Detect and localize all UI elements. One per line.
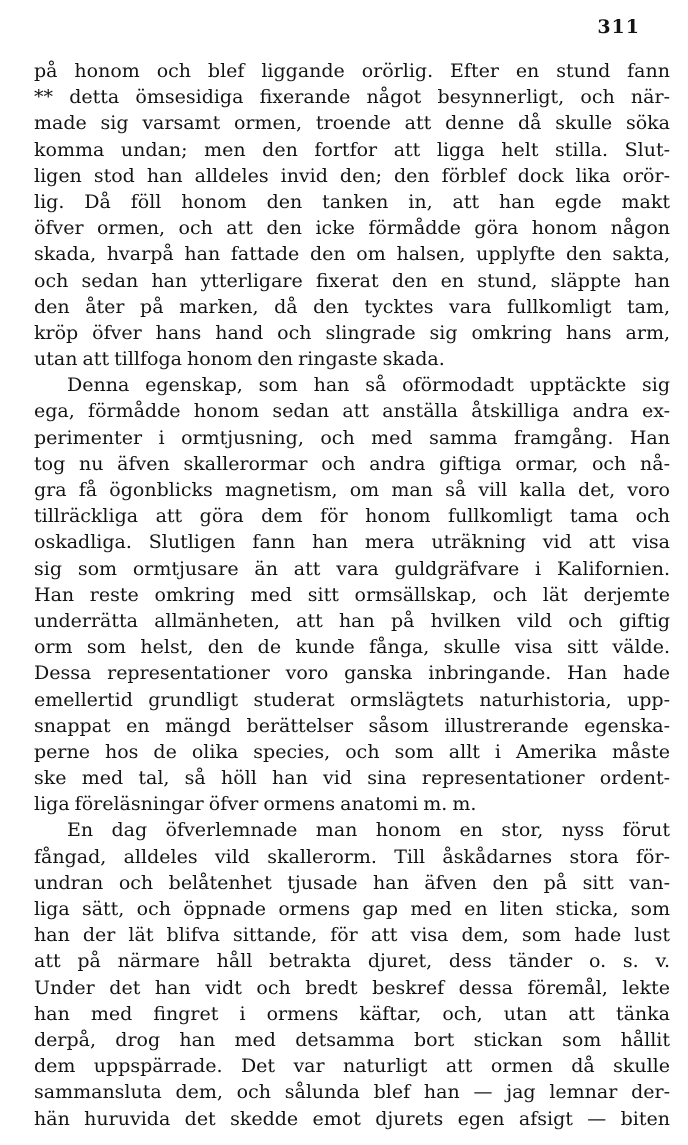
text-line: Dessa representationer voro ganska inbringande. Han hade <box>34 662 670 685</box>
text-line: orm som helst, den de kunde fånga, skulle visa sitt välde. <box>34 636 670 659</box>
text-line: tillräckliga att göra dem för honom fullkomligt tama och <box>34 505 670 528</box>
body-text <box>34 58 670 1132</box>
text-line: gra få ögonblicks magnetism, om man så vill kalla det, voro <box>34 479 670 501</box>
text-line: underrätta allmänheten, att han på hvilken vild och giftig <box>34 609 670 632</box>
text-line: fångad, alldeles vild skallerorm. Till åskådarnes stora för- <box>34 845 670 868</box>
text-line: lig. Då föll honom den tanken in, att han egde makt <box>34 190 670 213</box>
text-line: ega, förmådde honom sedan att anställa åtskilliga andra ex- <box>34 400 670 423</box>
text-line: sammansluta dem, och sålunda blef han — jag lemnar der- <box>34 1081 670 1104</box>
text-line: En dag öfverlemnade man honom en stor, nyss förut <box>67 819 670 842</box>
text-line: öfver ormen, och att den icke förmådde göra honom någon <box>34 217 670 240</box>
text-line: perne hos de olika species, och som allt i Amerika måste <box>34 740 670 763</box>
text-line: emellertid grundligt studerat ormslägtets naturhistoria, upp- <box>34 688 670 711</box>
text-line: att på närmare håll betrakta djuret, dess tänder o. s. v. <box>34 950 670 973</box>
text-line: den åter på marken, då den tycktes vara fullkomligt tam, <box>34 295 670 318</box>
text-line: liga föreläsningar öfver ormens anatomi m. m. <box>34 793 477 816</box>
text-line: skada, hvarpå han fattade den om halsen, upplyfte den sakta, <box>34 243 670 266</box>
text-line: snappat en mängd berättelser såsom illustrerande egenska- <box>34 714 670 737</box>
text-line: undran och belåtenhet tjusade han äfven den på sitt van- <box>34 871 670 894</box>
text-line: sig som ormtjusare än att vara guldgräfvare i Kalifornien. <box>34 557 670 580</box>
text-line: ** detta ömsesidiga fixerande något besynnerligt, och när- <box>34 86 670 109</box>
text-line: perimenter i ormtjusning, och med samma framgång. Han <box>34 426 670 449</box>
text-line: Denna egenskap, som han så oförmodadt upptäckte sig <box>67 374 670 397</box>
text-line: utan att tillfoga honom den ringaste skada. <box>34 348 445 371</box>
text-line: Han reste omkring med sitt ormsällskap, och lät derjemte <box>34 583 670 606</box>
text-line: ligen stod han alldeles invid den; den förblef dock lika orör- <box>34 164 670 187</box>
text-line: derpå, drog han med detsamma bort stickan som hållit <box>34 1028 670 1051</box>
text-line: ske med tal, så höll han vid sina representationer ordent- <box>34 767 670 790</box>
text-line: kröp öfver hans hand och slingrade sig omkring hans arm, <box>34 321 670 344</box>
text-line: dem uppspärrade. Det var naturligt att ormen då skulle <box>34 1055 670 1078</box>
text-line: Under det han vidt och bredt beskref dessa föremål, lekte <box>34 976 670 999</box>
text-line: oskadliga. Slutligen fann han mera uträkning vid att visa <box>34 531 670 554</box>
text-line: komma undan; men den fortfor att ligga helt stilla. Slut- <box>34 138 670 161</box>
text-line: tog nu äfven skallerormar och andra giftiga ormar, och nå- <box>34 452 670 475</box>
page-number: 311 <box>597 16 640 38</box>
text-line: på honom och blef liggande orörlig. Efter en stund fann <box>34 60 670 82</box>
text-line: och sedan han ytterligare fixerat den en stund, släppte han <box>34 269 670 292</box>
text-line: han med fingret i ormens käftar, och, utan att tänka <box>34 1002 670 1025</box>
text-line: liga sätt, och öppnade ormens gap med en liten sticka, som <box>34 898 670 920</box>
text-line: hän huruvida det skedde emot djurets egen afsigt — biten <box>34 1107 670 1130</box>
text-line: made sig varsamt ormen, troende att denne då skulle söka <box>34 112 670 135</box>
text-line: han der lät blifva sittande, för att visa dem, som hade lust <box>34 924 670 947</box>
